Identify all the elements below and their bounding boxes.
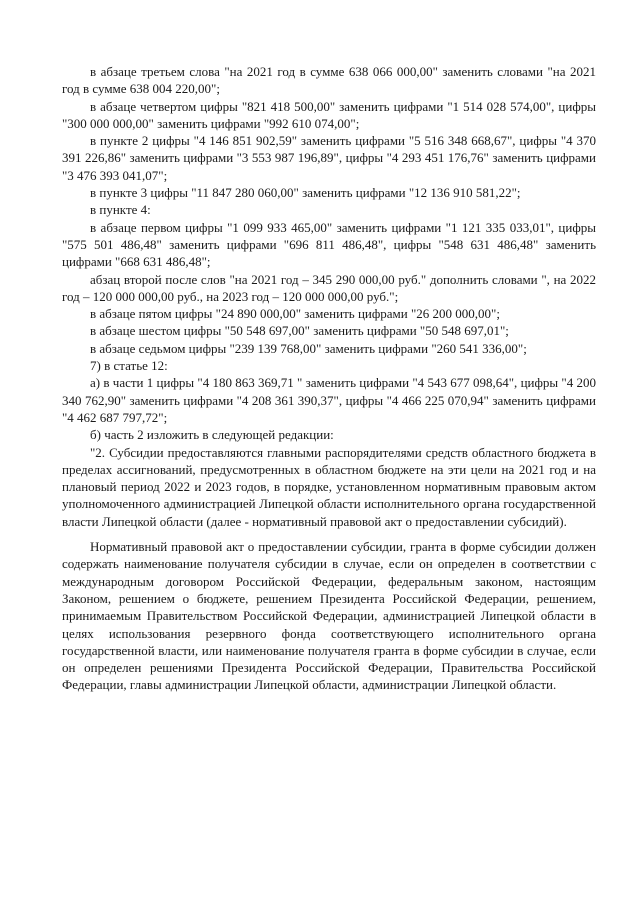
paragraph: в абзаце пятом цифры "24 890 000,00" заменить цифрами "26 200 000,00"; xyxy=(90,306,500,322)
paragraph: в абзаце первом цифры "1 099 933 465,00" заменить цифрами "1 121 335 033,01", цифры "575 501 486,48" заменить цифрами "696 811 486,48", цифры "548 631 486,48" заменить цифрами "668 631 486,48"; xyxy=(62,219,596,270)
paragraph: 7) в статье 12: xyxy=(90,358,168,374)
paragraph: б) часть 2 изложить в следующей редакции: xyxy=(90,427,334,443)
paragraph-spacer xyxy=(62,530,596,538)
document-page xyxy=(62,63,596,694)
paragraph: в пункте 3 цифры "11 847 280 060,00" заменить цифрами "12 136 910 581,22"; xyxy=(90,185,521,201)
paragraph: "2. Субсидии предоставляются главными распорядителями средств областного бюджета в пределах ассигнований, предусмотренных в областном бюджете на эти цели на 2021 год и на плановый период 2022 и 2023 годов, в порядке, установленном нормативным правовым актом уполномоченного администрацией Липецкой области исполнительного органа государственной власти Липецкой области (далее - нормативный правовой акт о предоставлении субсидий). xyxy=(62,444,596,529)
paragraph: в абзаце шестом цифры "50 548 697,00" заменить цифрами "50 548 697,01"; xyxy=(90,323,509,339)
paragraph: в абзаце третьем слова "на 2021 год в сумме 638 066 000,00" заменить словами "на 2021 год в сумме 638 004 220,00"; xyxy=(62,64,596,97)
paragraph: в пункте 2 цифры "4 146 851 902,59" заменить цифрами "5 516 348 668,67", цифры "4 370 391 226,86" заменить цифрами "3 553 987 196,89", цифры "4 293 451 176,76" заменить цифрами "3 476 393 041,07"; xyxy=(62,133,596,183)
paragraph: а) в части 1 цифры "4 180 863 369,71 " заменить цифрами "4 543 677 098,64", цифры "4 200 340 762,90" заменить цифрами "4 208 361 390,37", цифры "4 466 225 070,94" заменить цифрами "4 462 687 797,72"; xyxy=(62,375,596,425)
paragraph: в абзаце седьмом цифры "239 139 768,00" заменить цифрами "260 541 336,00"; xyxy=(90,340,527,356)
paragraph: Нормативный правовой акт о предоставлении субсидии, гранта в форме субсидии должен содержать наименование получателя субсидии в случае, если он определен в соответствии с международным договором Российской Федерации, федеральным законом, настоящим Законом, решением о бюджете, решением Президента Российской Федерации, решением, принимаемым Правительством Российской Федерации, администрацией Липецкой области в целях использования резервного фонда соответствующего исполнительного органа государственной власти, или наименование получателя гранта в форме субсидии в случае, если он определен решениями Президента Российской Федерации, Правительства Российской Федерации, главы администрации Липецкой области, администрации Липецкой области. xyxy=(62,539,596,693)
paragraph: абзац второй после слов "на 2021 год – 345 290 000,00 руб." дополнить словами ", на 2022 год – 120 000 000,00 руб., на 2023 год – 120 000 000,00 руб."; xyxy=(62,271,596,304)
paragraph: в абзаце четвертом цифры "821 418 500,00" заменить цифрами "1 514 028 574,00", цифры "300 000 000,00" заменить цифрами "992 610 074,00"; xyxy=(62,98,596,131)
paragraph: в пункте 4: xyxy=(90,202,151,218)
